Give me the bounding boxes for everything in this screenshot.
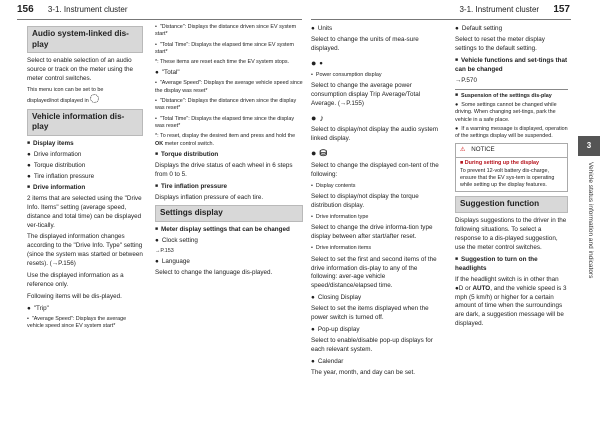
- ok-switch-label: OK: [155, 140, 164, 147]
- paragraph: Following items will be dis-played.: [27, 293, 122, 301]
- column-1: [27, 24, 143, 334]
- list-item: ● Clock setting: [155, 237, 303, 246]
- sub-list-item: • "Distance": Displays the distance driven since the display was reset*: [155, 98, 303, 113]
- section-heading-audio: Audio system-linked dis-play: [27, 26, 143, 53]
- footnote: *: To reset, display the desired item and press and hold the OK meter control switch.: [155, 133, 296, 147]
- gear-icon: [90, 94, 99, 103]
- subheading: ■ Display items: [27, 140, 143, 149]
- subheading: ■ Meter display settings that can be changed: [155, 226, 303, 235]
- chapter-tab: 3: [578, 136, 600, 156]
- paragraph: Select to enable selection of an audio source or track on the meter using the meter control switches.: [27, 57, 134, 83]
- subheading: ■ Vehicle functions and set-tings that can be changed: [455, 57, 568, 75]
- paragraph: Select to display/not display the torque distribution display.: [311, 193, 419, 210]
- list-item: ● Tire inflation pressure: [27, 173, 143, 182]
- chapter-side-label: [580, 162, 598, 432]
- notice-body: [456, 158, 567, 191]
- list-item: ● Drive information: [27, 151, 143, 160]
- headlight-off-icon: ●D: [455, 284, 464, 292]
- list-item: ● Closing Display: [311, 294, 444, 303]
- sub-list-item: • "Total Time": Displays the elapsed time since EV system start*: [155, 42, 303, 57]
- sub-list-item: • Display contents: [311, 183, 444, 190]
- list-item: ● Calendar: [311, 358, 444, 367]
- paragraph: The displayed information changes according to the "Drive Info. Type" setting (since the system was started or between resets). (→P.156): [27, 233, 143, 268]
- list-item: ● "Total": [155, 69, 303, 78]
- column-4: [455, 24, 568, 332]
- left-header-rule: [17, 19, 302, 20]
- paragraph: 2 items that are selected using the "Drive Info. Items" setting (average speed, distance and total time) can be displayed ver-tically.: [27, 194, 142, 229]
- section-heading-suggestion: Suggestion function: [455, 196, 568, 213]
- divider: [455, 89, 568, 90]
- paragraph: Select to change the displayed con-tent of the following:: [311, 162, 439, 179]
- bullet: ● Some settings cannot be changed while driving. When changing set-tings, park the vehicle in a safe place.: [455, 102, 568, 124]
- list-item: ● Default setting: [455, 25, 568, 34]
- paragraph: Select to enable/disable pop-up displays for each relevant system.: [311, 337, 433, 354]
- sub-list-item: • "Average Speed": Displays the average vehicle speed since the display was reset*: [155, 80, 303, 95]
- paragraph: If the headlight switch is in other than ●D or AUTO, and the vehicle speed is 3 mph (5 km/h) or higher for a certain amount of time when the surroundings are dark, a suggestion message will be displayed.: [455, 275, 567, 328]
- paragraph: Select to change the language dis-played.: [155, 269, 273, 277]
- list-item: ● Pop-up display: [311, 326, 444, 335]
- sub-list-item: • "Total Time": Displays the elapsed time since the display was reset*: [155, 116, 303, 131]
- section-heading-vehicle-info: Vehicle information dis-play: [27, 109, 143, 136]
- right-page-number: 157: [553, 4, 570, 15]
- footnote: *: These items are reset each time the EV system stops.: [155, 59, 290, 66]
- chapter-side-text: Vehicle status information and indicators: [587, 162, 594, 279]
- right-page-header: [459, 4, 570, 24]
- paragraph: Select to set the items displayed when the power switch is turned off.: [311, 305, 429, 322]
- list-item-vehicle-icon: ● ⛁: [311, 147, 444, 160]
- notice-text: To prevent 12-volt battery dis-charge, ensure that the EV sys-tem is operating while setting up the display features.: [460, 167, 555, 189]
- paragraph: Displays inflation pressure of each tire.: [155, 193, 264, 201]
- left-section-title: 3-1. Instrument cluster: [47, 5, 128, 14]
- sub-list-item: • Drive information type: [311, 214, 444, 221]
- bullet: ● If a warning message is displayed, operation of the settings display will be suspended.: [455, 126, 568, 141]
- paragraph: Select to reset the meter display settings to the default setting.: [455, 35, 545, 52]
- left-page-header: [17, 4, 128, 24]
- paragraph: Select to change the units of mea-sure displayed.: [311, 35, 419, 52]
- paragraph: Displays suggestions to the driver in the following situations. To select a response to a dis-played suggestion, use the meter control switches.: [455, 217, 567, 251]
- sub-list-item: • Drive information items: [311, 245, 444, 252]
- paragraph: Select to change the drive informa-tion type display between after start/after reset.: [311, 224, 433, 241]
- paragraph: The year, month, and day can be set.: [311, 368, 415, 376]
- warning-icon: ⚠: [460, 146, 466, 154]
- column-3: [311, 24, 444, 381]
- paragraph: Use the displayed information as a reference only.: [27, 272, 124, 289]
- paragraph: Select to change the average power consumption display Trip Average/Total Average. (→P.155): [311, 81, 421, 107]
- list-item: ● Units: [311, 25, 444, 34]
- notice-subheading: ■ During setting up the display: [460, 160, 540, 167]
- list-item: ● Torque distribution: [27, 162, 143, 171]
- paragraph: Select to set the first and second items of the drive information dis-play to any of the following: aver-age vehicle speed/distance/elapsed time.: [311, 255, 437, 290]
- left-page-number: 156: [17, 4, 34, 15]
- section-heading-settings: Settings display: [155, 205, 303, 222]
- list-item: ● "Trip": [27, 305, 143, 314]
- page-reference: →P.153: [155, 248, 174, 255]
- sub-list-item: • "Average Speed": Displays the average vehicle speed since EV system start*: [27, 316, 143, 331]
- sub-list-item: • "Distance": Displays the distance driven since EV system start*: [155, 24, 303, 39]
- right-section-title: 3-1. Instrument cluster: [459, 5, 540, 14]
- subheading: ■ Suspension of the settings dis-play: [455, 92, 568, 100]
- subheading: ■ Tire inflation pressure: [155, 183, 303, 192]
- subheading: ■ Suggestion to turn on the headlights: [455, 256, 568, 274]
- menu-icon-note: This menu icon can be set to be displayed/not displayed in: [27, 87, 104, 105]
- page-reference: →P.570: [455, 76, 477, 84]
- column-2: [155, 24, 303, 281]
- list-item-power-icon: ● •: [311, 57, 444, 70]
- auto-icon: AUTO: [472, 284, 491, 292]
- sub-list-item: • Power consumption display: [311, 72, 444, 79]
- notice-box: [455, 143, 568, 192]
- subheading: ■ Torque distribution: [155, 151, 303, 160]
- notice-header: ⚠ NOTICE: [456, 144, 567, 158]
- list-item-music-icon: ● ♪: [311, 112, 444, 125]
- list-item: ● Language: [155, 258, 303, 267]
- paragraph: Displays the drive status of each wheel in 6 steps from 0 to 5.: [155, 161, 293, 178]
- paragraph: Select to display/not display the audio system linked display.: [311, 126, 439, 143]
- right-header-rule: [311, 19, 571, 20]
- subheading: ■ Drive information: [27, 184, 143, 193]
